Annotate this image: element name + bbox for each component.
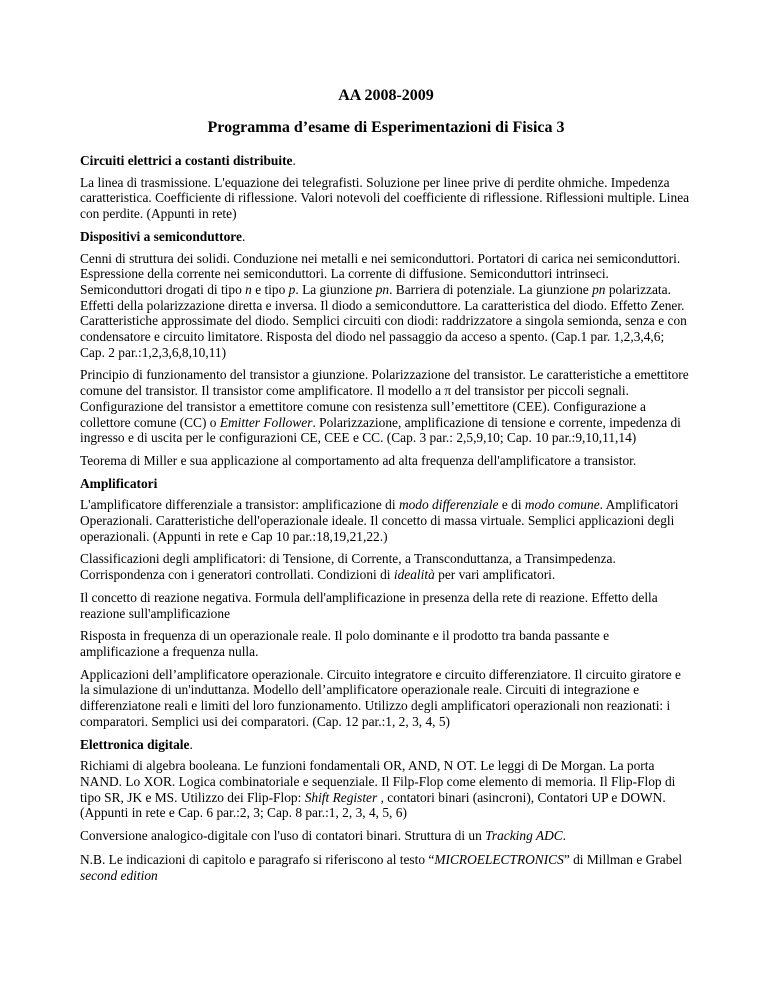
text-run: . Barriera di potenziale. La giunzione (389, 281, 593, 297)
paragraph-differenziale (80, 497, 692, 544)
italic-run: pn (375, 281, 390, 297)
text-run: . La giunzione (295, 281, 376, 297)
text-run: , contatori binari (asincroni), Contatori UP e DOWN. (Appunti in rete e Cap. 6 par.:2, 3; Cap. 8 par.:1, 2, 3, 4, 5, 6) (80, 789, 666, 821)
italic-run: MICROELECTRONICS (434, 852, 564, 867)
section-heading-text: Circuiti elettrici a costanti distribuite (80, 153, 293, 168)
section-heading-amplificatori: Amplificatori (80, 475, 158, 491)
paragraph-risposta-frequenza: Risposta in frequenza di un operazionale reale. Il polo dominante e il prodotto tra banda passante e amplificazione a frequenza nulla. (80, 628, 610, 659)
paragraph-miller: Teorema di Miller e sua applicazione al comportamento ad alta frequenza dell'amplificatore a transistor. (80, 452, 637, 468)
document-body (80, 153, 692, 851)
italic-run: pn (592, 281, 606, 297)
text-run: Principio di funzionamento del transistor a giunzione. Polarizzazione del transistor. Le caratteristiche a emettitore comune del transistor. Il transistor come amplificatore. Il modello a π del transistor per piccoli segnali. Configurazione del transistor a emettitore comune con resistenza sull’emettitore (CEE). Configurazione a collettore comune (CC) o (80, 367, 689, 430)
text-run: . (562, 828, 567, 844)
heading-period: . (189, 736, 193, 752)
text-run: Conversione analogico-digitale con l'uso di contatori binari. Struttura di un (80, 828, 486, 844)
paragraph-transistor (80, 367, 692, 446)
text-run: Classificazioni degli amplificatori: di Tensione, di Corrente, a Transconduttanza, a Transimpedenza. Corrispondenza con i generatori controllati. Condizioni di (80, 551, 616, 583)
paragraph-classificazioni (80, 551, 692, 582)
italic-run: p (288, 281, 296, 297)
text-run: per vari amplificatori. (434, 567, 556, 583)
text-run: e di (498, 497, 525, 513)
section-heading-elettronica-digitale (80, 737, 692, 753)
text-run: L'amplificatore differenziale a transistor: amplificazione di (80, 497, 399, 513)
section-heading-circuiti (80, 153, 692, 169)
italic-run: Shift Register (304, 789, 378, 805)
italic-run: n (245, 281, 252, 297)
text-run: . Amplificatori Operazionali. Caratteristiche dell'operazionale ideale. Il concetto di massa virtuale. Semplici applicazioni degli operazionali. (Appunti in rete e Cap 10 par.:18,19,21,22.) (80, 497, 679, 544)
section-heading-dispositivi (80, 229, 692, 245)
heading-period: . (241, 228, 246, 244)
italic-run: second edition (80, 867, 158, 883)
paragraph-reazione: Il concetto di reazione negativa. Formula dell'amplificazione in presenza della rete di reazione. Effetto della reazione sull'amplificazione (80, 589, 658, 621)
text-run: N.B. Le indicazioni di capitolo e paragrafo si riferiscono al testo “ (80, 852, 435, 867)
text-run: Richiami di algebra booleana. Le funzioni fondamentali OR, AND, N OT. Le leggi di De Morgan. La porta NAND. Lo XOR. Logica combinatoriale e sequenziale. Il Filp-Flop come elemento di memoria. Il Flip-Flop di tipo SR, JK e MS. Utilizzo dei Flip-Flop: (80, 758, 676, 805)
page-title: Programma d’esame di Esperimentazioni di Fisica 3 (207, 119, 565, 136)
paragraph-linea-trasmissione: La linea di trasmissione. L'equazione dei telegrafisti. Soluzione per linee prive di perdite ohmiche. Impedenza caratteristica. Coefficiente di riflessione. Valori notevoli del coefficiente di riflessione. Riflessioni multiple. Linea con perdite. (Appunti in rete) (80, 174, 690, 222)
text-run: polarizzata. Effetti della polarizzazione diretta e inversa. Il diodo a semiconduttore. La caratteristica del diodo. Effetto Zener. Caratteristiche approssimate del diodo. Semplici circuiti con diodi: raddrizzatore a singola semionda, senza e con condensatore e circuito limitatore. Risposta del diodo nel passaggio da acceso a spento. (Cap.1 par. 1,2,3,4,6; Cap. 2 par.:1,2,3,6,8,10,11) (80, 281, 687, 360)
text-run: . Polarizzazione, amplificazione di tensione e corrente, impedenza di ingresso e di uscita per le configurazioni CE, CEE e CC. (Cap. 3 par.: 2,5,9,10; Cap. 10 par.:9,10,11,14) (80, 414, 681, 446)
italic-run: Tracking ADC (485, 828, 563, 844)
italic-run: modo comune (524, 497, 600, 513)
paragraph-semiconduttori (80, 251, 692, 361)
paragraph-conversione-adc (80, 828, 692, 844)
heading-period: . (292, 153, 296, 168)
italic-run: modo differenziale (398, 497, 499, 513)
section-heading-text: Elettronica digitale (80, 736, 190, 752)
section-heading-text: Dispositivi a semiconduttore (80, 228, 242, 244)
italic-run: Emitter Follower (219, 414, 313, 430)
italic-run: idealità (393, 567, 435, 583)
paragraph-applicazioni: Applicazioni dell’amplificatore operazionale. Circuito integratore e circuito differenziatore. Il circuito giratore e la simulazione di un'induttanza. Modello dell’amplificatore operazionale reale. Circuiti di integrazione e differenziatone reali e limiti del loro funzionamento. Utilizzo degli amplificatori operazionali non reazionati: i comparatori. Semplici usi dei comparatori. (Cap. 12 par.:1, 2, 3, 4, 5) (80, 666, 681, 729)
text-run: ” di Millman e Grabel (563, 852, 683, 867)
text-run: Cenni di struttura dei solidi. Conduzione nei metalli e nei semiconduttori. Portatori di carica nei semiconduttori. Espressione della corrente nei semiconduttori. La corrente di diffusione. Semiconduttori intrinseci. Semiconduttori drogati di tipo (80, 250, 681, 297)
text-run: e tipo (251, 281, 289, 297)
paragraph-algebra-booleana (80, 758, 692, 821)
footnote (80, 852, 692, 883)
academic-year: AA 2008-2009 (338, 87, 434, 104)
